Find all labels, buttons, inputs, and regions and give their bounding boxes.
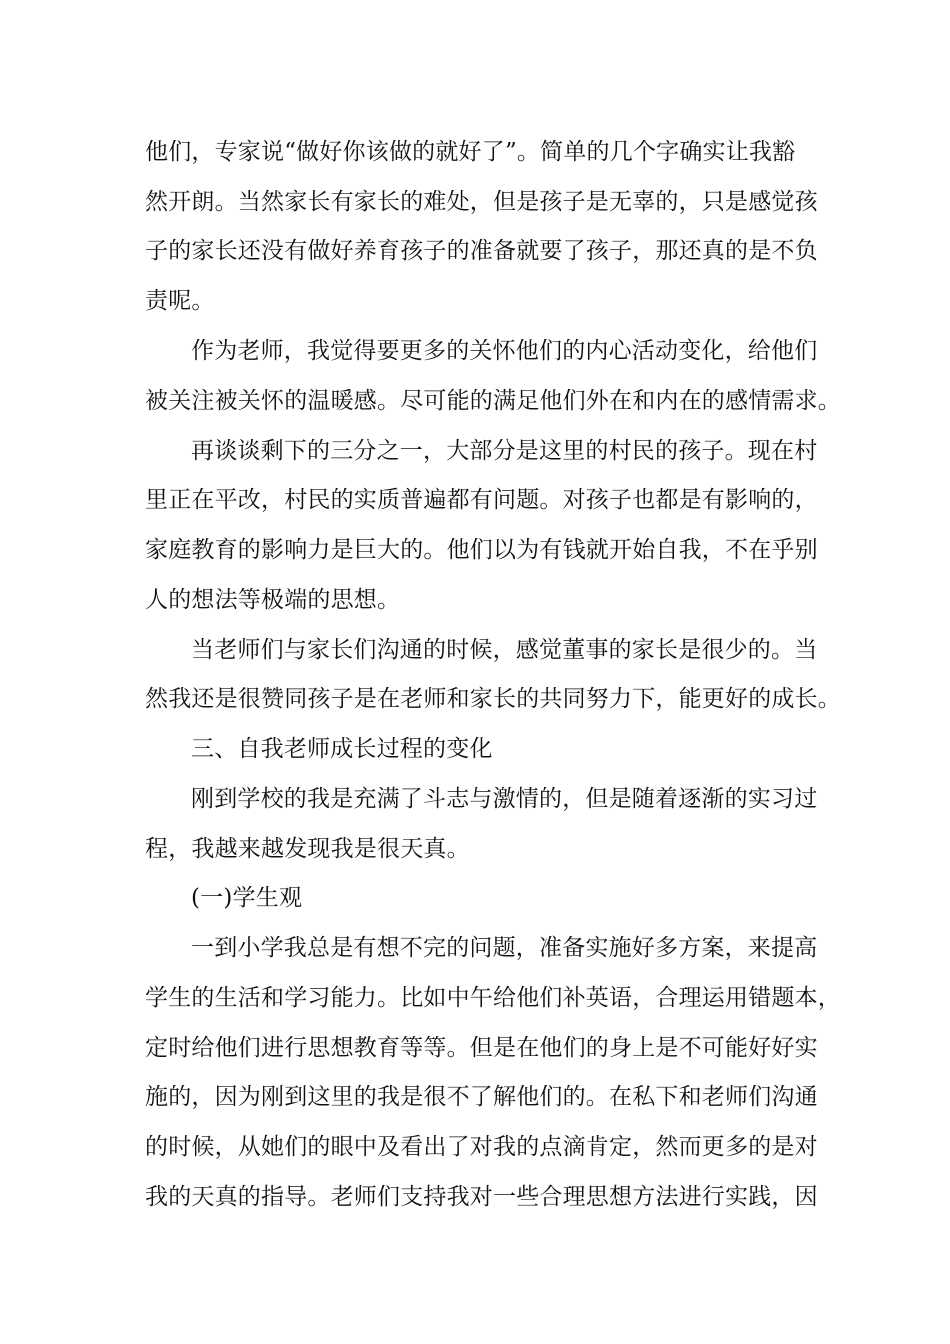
text-line: 家庭教育的影响力是巨大的。他们以为有钱就开始自我，不在乎别: [145, 537, 818, 563]
text-line: 再谈谈剩下的三分之一，大部分是这里的村民的孩子。现在村: [191, 438, 818, 464]
subsection-heading: (一)学生观: [191, 885, 303, 911]
text-line: 作为老师，我觉得要更多的关怀他们的内心活动变化，给他们: [191, 338, 818, 364]
text-line: 子的家长还没有做好养育孩子的准备就要了孩子，那还真的是不负: [145, 238, 818, 264]
text-line: 刚到学校的我是充满了斗志与激情的，但是随着逐渐的实习过: [191, 786, 818, 812]
text-line: 责呢。: [145, 288, 215, 314]
text-line: 定时给他们进行思想教育等等。但是在他们的身上是不可能好好实: [145, 1035, 818, 1061]
text-line: 施的，因为刚到这里的我是很不了解他们的。在私下和老师们沟通: [145, 1084, 818, 1110]
text-line: 学生的生活和学习能力。比如中午给他们补英语，合理运用错题本，: [145, 985, 841, 1011]
text-line: 被关注被关怀的温暖感。尽可能的满足他们外在和内在的感情需求。: [145, 388, 841, 414]
text-line: 一到小学我总是有想不完的问题，准备实施好多方案，来提高: [191, 935, 818, 961]
text-line: 他们，专家说“做好你该做的就好了”。简单的几个字确实让我豁: [145, 139, 796, 165]
text-line: 里正在平改，村民的实质普遍都有问题。对孩子也都是有影响的，: [145, 487, 818, 513]
text-line: 然我还是很赞同孩子是在老师和家长的共同努力下，能更好的成长。: [145, 686, 841, 712]
text-line: 的时候，从她们的眼中及看出了对我的点滴肯定，然而更多的是对: [145, 1134, 818, 1160]
section-heading: 三、自我老师成长过程的变化: [191, 736, 493, 762]
text-line: 我的天真的指导。老师们支持我对一些合理思想方法进行实践，因: [145, 1184, 818, 1210]
text-line: 当老师们与家长们沟通的时候，感觉董事的家长是很少的。当: [191, 637, 818, 663]
text-line: 人的想法等极端的思想。: [145, 587, 401, 613]
text-line: 程，我越来越发现我是很天真。: [145, 836, 470, 862]
text-line: 然开朗。当然家长有家长的难处，但是孩子是无辜的，只是感觉孩: [145, 189, 818, 215]
